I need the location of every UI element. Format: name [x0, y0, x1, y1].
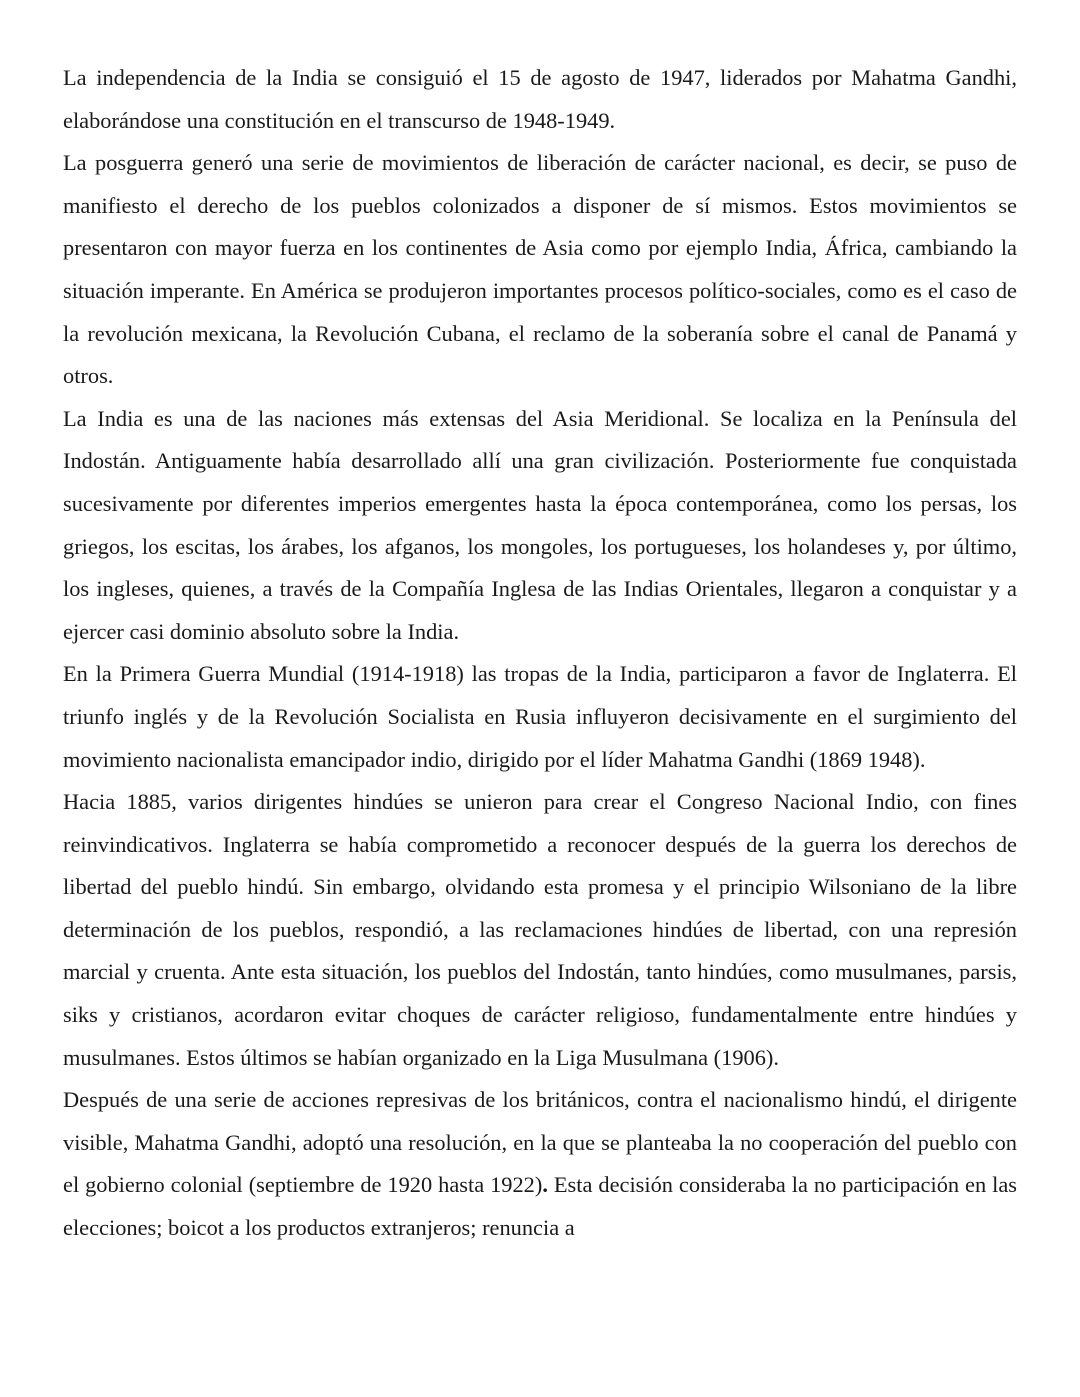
- bold-period: .: [542, 1172, 548, 1198]
- paragraph-text: Después de una serie de acciones represivas de los británicos, contra el nacionalismo hindú, el dirigente visible, Mahatma Gandhi, adoptó una resolución, en la que se planteaba la no cooperación del pueblo con el gobierno colonial (septiembre de 1920 hasta 1922): [63, 1087, 1017, 1198]
- paragraph-india-geography-history: La India es una de las naciones más extensas del Asia Meridional. Se localiza en la Península del Indostán. Antiguamente había desarrollado allí una gran civilización. Posteriormente fue conquistada sucesivamente por diferentes imperios emergentes hasta la época contemporánea, como los persas, los griegos, los escitas, los árabes, los afganos, los mongoles, los portugueses, los holandeses y, por último, los ingleses, quienes, a través de la Compañía Inglesa de las Indias Orientales, llegaron a conquistar y a ejercer casi dominio absoluto sobre la India.: [63, 405, 1017, 644]
- paragraph-text: (1914-1918) las tropas de la India, participaron a favor de Inglaterra. El triunfo inglés y de la Revolución Socialista en Rusia influyeron decisivamente en el surgimiento del movimiento nacionalista emancipador indio, dirigido por el líder Mahatma Gandhi (1869 1948).: [63, 661, 1018, 772]
- paragraph-text: Esta decisión consideraba la no participación en las elecciones; boicot a los productos extranjeros; renuncia a: [63, 1172, 1017, 1241]
- paragraph-independence: La independencia de la India se consiguió el 15 de agosto de 1947, liderados por Mahatma Gandhi, elaborándose una constitución en el transcurso de 1948-1949.: [63, 65, 1017, 133]
- paragraph-first-world-war: [63, 653, 1017, 781]
- paragraph-congreso-nacional-indio: Hacia 1885, varios dirigentes hindúes se unieron para crear el Congreso Nacional Indio, con fines reinvindicativos. Inglaterra se había comprometido a reconocer después de la guerra los derechos de libertad del pueblo hindú. Sin embargo, olvidando esta promesa y el principio Wilsoniano de la libre determinación de los pueblos, respondió, a las reclamaciones hindúes de libertad, con una represión marcial y cruenta. Ante esta situación, los pueblos del Indostán, tanto hindúes, como musulmanes, parsis, siks y cristianos, acordaron evitar choques de carácter religioso, fundamentalmente entre hindúes y musulmanes. Estos últimos se habían organizado en la Liga Musulmana (1906).: [63, 789, 1017, 1070]
- paragraph-text: En la: [63, 661, 120, 687]
- paragraph-postwar-movements: La posguerra generó una serie de movimientos de liberación de carácter nacional, es decir, se puso de manifiesto el derecho de los pueblos colonizados a disponer de sí mismos. Estos movimientos se presentaron con mayor fuerza en los continentes de Asia como por ejemplo India, África, cambiando la situación imperante. En América se produjeron importantes procesos político-sociales, como es el caso de la revolución mexicana, la Revolución Cubana, el reclamo de la soberanía sobre el canal de Panamá y otros.: [63, 150, 1017, 389]
- primera-guerra-mundial-link[interactable]: Primera Guerra Mundial: [119, 661, 345, 687]
- document-page: [63, 57, 1017, 1250]
- paragraph-non-cooperation: [63, 1079, 1017, 1249]
